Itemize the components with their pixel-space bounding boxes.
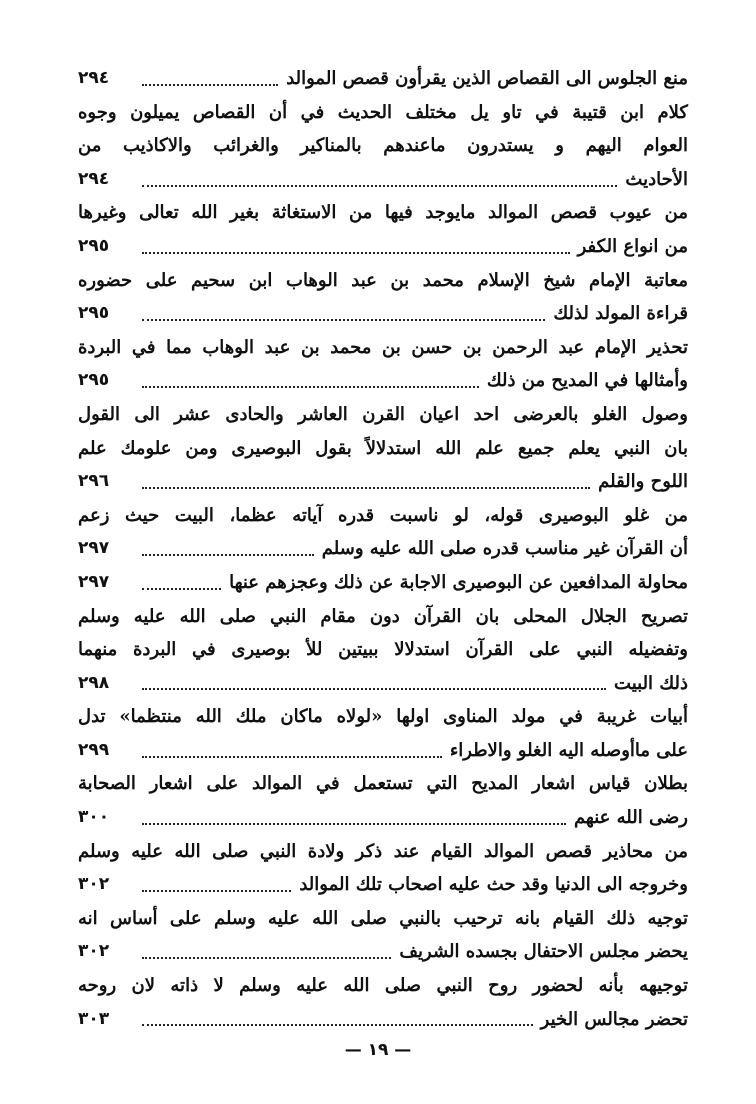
toc-page-number: ٢٩٥ — [78, 370, 110, 391]
toc-entry-text: العوام اليهم و يستدرون ماعندهم بالمناكير والغرائب والاكاذيب من — [78, 135, 688, 157]
toc-entry-text: قراءة المولد لذلك — [553, 303, 688, 325]
toc-page-number: ٢٩٧ — [78, 571, 110, 592]
toc-entry-text: محاولة المدافعين عن البوصيرى الاجابة عن ذلك وعجزهم عنها — [229, 571, 688, 593]
toc-entry-line — [78, 297, 688, 331]
toc-entry-text: وخروجه الى الدنيا وقد حث عليه اصحاب تلك الموالد — [299, 874, 688, 896]
toc-page-number: ٢٩٦ — [78, 471, 110, 492]
toc-entry-text: أن القرآن غير مناسب قدره صلى الله عليه وسلم — [321, 538, 688, 560]
toc-entry-line — [78, 96, 688, 130]
dot-leader — [142, 588, 221, 590]
toc-entry-line — [78, 62, 688, 96]
toc-entry-line — [78, 532, 688, 566]
toc-entry — [78, 331, 688, 398]
toc-entry-line — [78, 163, 688, 197]
toc-page-number: ٣٠٣ — [78, 1008, 110, 1029]
toc-entry-text: توجيه ذلك القيام بانه ترحيب بالنبي صلى الله عليه وسلم على أساس انه — [78, 907, 688, 929]
toc-entry-line — [78, 1003, 688, 1037]
toc-entry — [78, 62, 688, 96]
toc-entry-line — [78, 230, 688, 264]
toc-entry-text: أبيات غريبة في مولد المناوى اولها «لولاه ماكان ملك الله منتظما» تدل — [78, 706, 688, 728]
toc-page-number: ٣٠٢ — [78, 941, 110, 962]
toc-entry-text: معاتبة الإمام شيخ الإسلام محمد بن عبد الوهاب ابن سحيم على حضوره — [78, 269, 688, 291]
toc-entry-text: من غلو البوصيرى قوله، لو ناسبت قدره آياته عظما، البيت حيث زعم — [78, 504, 688, 526]
toc-entry-text: من محاذير قصص الموالد القيام عند ذكر ولادة النبي صلى الله عليه وسلم — [78, 840, 688, 862]
toc-entry — [78, 767, 688, 834]
dot-leader — [142, 957, 391, 959]
toc-entry — [78, 902, 688, 969]
page-number: — ١٩ — — [344, 1040, 412, 1060]
toc-page-number: ٢٩٥ — [78, 303, 110, 324]
toc-page-number: ٢٩٩ — [78, 739, 110, 760]
toc-entry-line — [78, 129, 688, 163]
toc-entry-line — [78, 499, 688, 533]
toc-page-number: ٣٠٠ — [78, 807, 110, 828]
toc-entry-line — [78, 364, 688, 398]
toc-entry-line — [78, 667, 688, 701]
dot-leader — [142, 554, 314, 556]
toc-entry — [78, 566, 688, 600]
dot-leader — [142, 319, 545, 321]
toc-entry-text: رضى الله عنهم — [573, 807, 688, 829]
toc-entry — [78, 398, 688, 499]
toc-entry-line — [78, 868, 688, 902]
toc-entry-line — [78, 196, 688, 230]
toc-entry-line — [78, 902, 688, 936]
toc-entry — [78, 499, 688, 566]
toc-entry-line — [78, 700, 688, 734]
dot-leader — [142, 823, 566, 825]
toc-entry — [78, 700, 688, 767]
toc-entry-line — [78, 331, 688, 365]
toc-entry-text: ذلك البيت — [614, 672, 688, 694]
toc-entry-text: يحضر مجلس الاحتفال بجسده الشريف — [399, 941, 688, 963]
toc-entry — [78, 264, 688, 331]
toc-entry — [78, 196, 688, 263]
dot-leader — [142, 890, 291, 892]
toc-page-number: ٢٩٥ — [78, 235, 110, 256]
toc-entry-line — [78, 835, 688, 869]
toc-entry-text: وتفضيله النبي على القرآن استدلالا ببيتين للأ بوصيرى في البردة منهما — [78, 639, 688, 661]
dot-leader — [142, 756, 442, 758]
toc-entry-text: اللوح والقلم — [598, 471, 688, 493]
toc-entry-text: تحضر مجالس الخير — [540, 1008, 688, 1030]
dot-leader — [142, 487, 590, 489]
toc-entry-line — [78, 633, 688, 667]
toc-entry-text: كلام ابن قتيبة في تاو يل مختلف الحديث في أن القصاص يميلون وجوه — [78, 101, 688, 123]
toc-entry-text: الأحاديث — [625, 168, 688, 190]
dot-leader — [142, 84, 278, 86]
toc-entry-line — [78, 801, 688, 835]
toc-entry-text: من عيوب قصص الموالد مايوجد فيها من الاستغاثة بغير الله تعالى وغيرها — [78, 202, 688, 224]
toc-entry-line — [78, 767, 688, 801]
toc-entry-text: على ماأوصله اليه الغلو والاطراء — [449, 739, 688, 761]
toc-entry-line — [78, 600, 688, 634]
toc-page-number: ٢٩٧ — [78, 538, 110, 559]
dot-leader — [142, 386, 479, 388]
toc-page-number: ٣٠٢ — [78, 874, 110, 895]
toc-entry-line — [78, 465, 688, 499]
toc-entry-line — [78, 935, 688, 969]
toc-entry-text: تحذير الإمام عبد الرحمن بن حسن بن محمد بن عبد الوهاب مما في البردة — [78, 336, 688, 358]
toc-page-number: ٢٩٨ — [78, 672, 110, 693]
table-of-contents — [78, 62, 688, 1036]
dot-leader — [142, 252, 570, 254]
toc-entry-text: بان النبي يعلم جميع علم الله استدلالاً بقول البوصيرى ومن علومك علم — [78, 437, 688, 459]
dot-leader — [142, 185, 617, 187]
toc-entry-line — [78, 969, 688, 1003]
toc-entry-text: منع الجلوس الى القصاص الذين يقرأون قصص الموالد — [286, 68, 688, 89]
toc-entry-text: بطلان قياس اشعار المديح التي تستعمل في الموالد على اشعار الصحابة — [78, 773, 688, 795]
toc-entry — [78, 600, 688, 701]
toc-entry-text: من انواع الكفر — [577, 235, 688, 257]
toc-entry-text: تصريح الجلال المحلى بان القرآن دون مقام النبي صلى الله عليه وسلم — [78, 605, 688, 627]
toc-entry-line — [78, 398, 688, 432]
toc-entry-text: وأمثالها في المديح من ذلك — [486, 370, 688, 392]
toc-entry-line — [78, 432, 688, 466]
toc-entry-text: توجيهه بأنه لحضور روح النبي صلى الله عليه وسلم لا ذاته لان روحه — [78, 975, 688, 997]
toc-page-number: ٢٩٤ — [78, 68, 110, 88]
toc-entry-line — [78, 734, 688, 768]
toc-entry — [78, 96, 688, 197]
toc-entry — [78, 835, 688, 902]
dot-leader — [142, 1024, 533, 1026]
toc-entry-line — [78, 264, 688, 298]
toc-page-number: ٢٩٤ — [78, 168, 110, 189]
toc-entry-line — [78, 566, 688, 600]
dot-leader — [142, 688, 606, 690]
toc-entry — [78, 969, 688, 1036]
toc-entry-text: وصول الغلو بالعرضى احد اعيان القرن العاشر والحادى عشر الى القول — [78, 403, 688, 425]
